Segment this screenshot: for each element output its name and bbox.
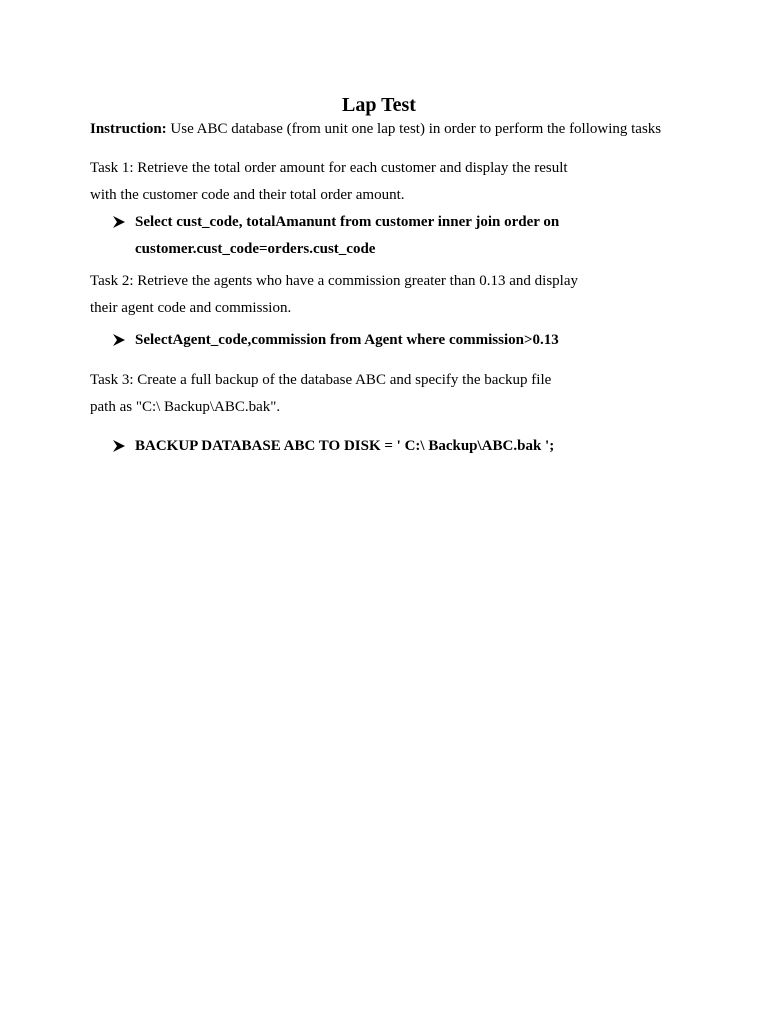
task-3-answer-line-1: BACKUP DATABASE ABC TO DISK = ' C:\ Backup\ABC.bak '; — [135, 438, 555, 454]
task-2-answer-line-1: SelectAgent_code,commission from Agent where commission>0.13 — [135, 332, 559, 348]
task-1-line-2: with the customer code and their total order amount. — [90, 187, 405, 203]
task-2-line-1: Task 2: Retrieve the agents who have a commission greater than 0.13 and display — [90, 273, 578, 289]
task-1-line-1: Task 1: Retrieve the total order amount for each customer and display the result — [90, 160, 568, 176]
arrowhead-bullet-icon — [112, 215, 126, 229]
arrowhead-bullet-icon — [112, 333, 126, 347]
task-1-answer-line-2: customer.cust_code=orders.cust_code — [135, 241, 376, 257]
page-title: Lap Test — [342, 94, 416, 116]
instruction-text: Use ABC database (from unit one lap test) in order to perform the following tasks — [166, 121, 662, 137]
arrowhead-bullet-icon — [112, 439, 126, 453]
instruction-paragraph — [90, 119, 661, 139]
instruction-label: Instruction: — [90, 121, 167, 137]
task-3-line-2: path as "C:\ Backup\ABC.bak". — [90, 399, 281, 415]
task-3-line-1: Task 3: Create a full backup of the database ABC and specify the backup file — [90, 372, 552, 388]
task-1-answer-line-1: Select cust_code, totalAmanunt from customer inner join order on — [135, 214, 560, 230]
task-2-line-2: their agent code and commission. — [90, 300, 292, 316]
